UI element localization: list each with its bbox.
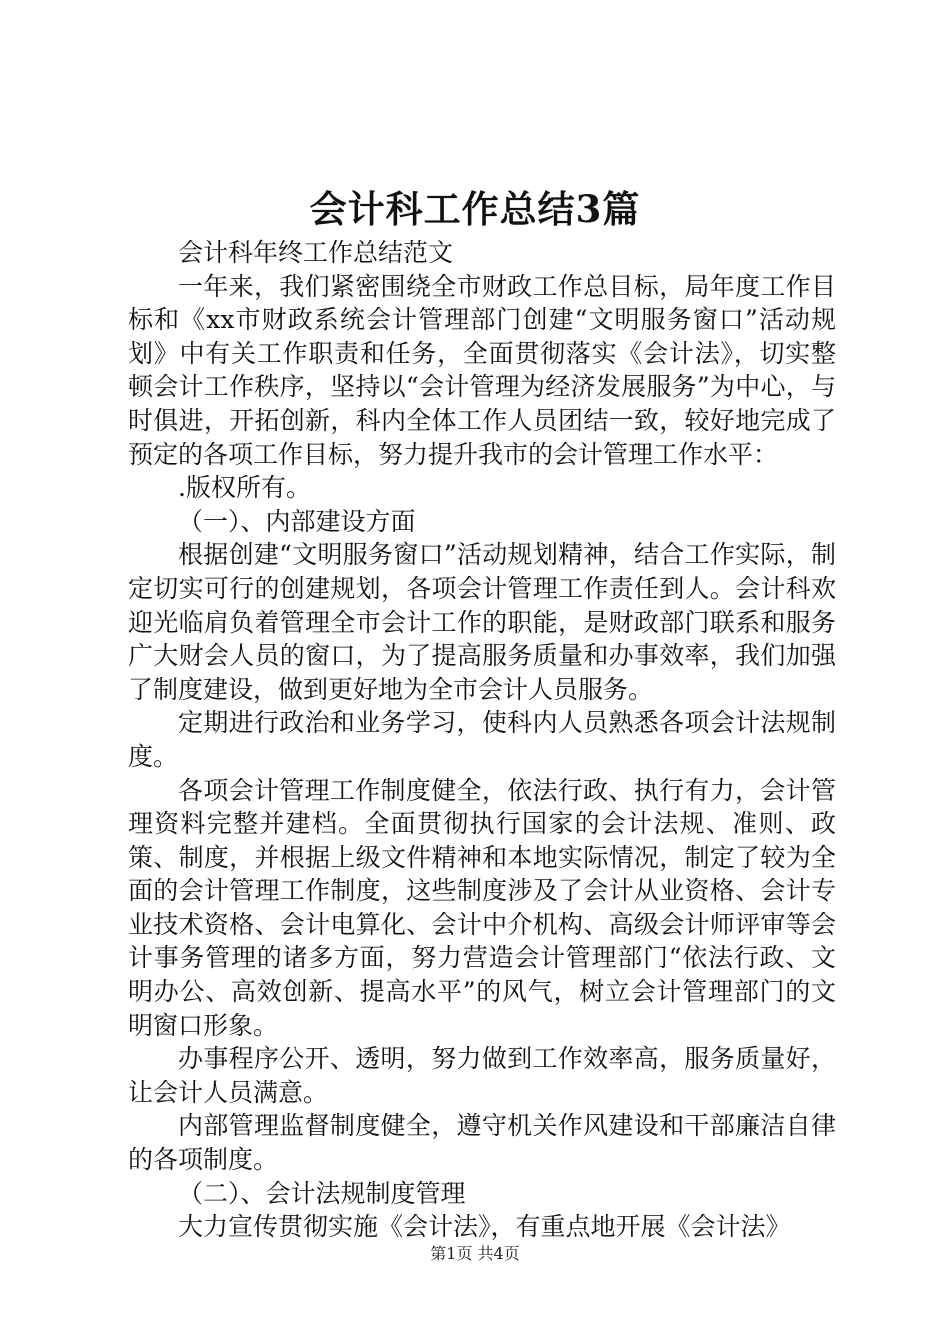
- paragraph-publicity: 大力宣传贯彻实施《会计法》，有重点地开展《会计法》: [178, 1212, 791, 1242]
- paragraph-study: 定期进行政治和业务学习，使科内人员熟悉各项会计法规制度。: [128, 708, 836, 771]
- paragraph-construction-plan: 根据创建“文明服务窗口”活动规划精神，结合工作实际，制定切实可行的创建规划，各项会计管理工作责任到人。会计科欢迎光临肩负着管理全市会计工作的职能，是财政部门联系和服务广大财会人员的窗口，为了提高服务质量和办事效率，我们加强了制度建设，做到更好地为全市会计人员服务。: [128, 540, 836, 704]
- section-heading-internal-construction: （一）、内部建设方面: [178, 506, 416, 536]
- paragraph-supervision: 内部管理监督制度健全，遵守机关作风建设和干部廉洁自律的各项制度。: [128, 1111, 836, 1175]
- paragraph-procedures: 办事程序公开、透明，努力做到工作效率高，服务质量好，让会计人员满意。: [128, 1044, 836, 1107]
- paragraph-intro: 一年来，我们紧密围绕全市财政工作总目标，局年度工作目标和《xx市财政系统会计管理部门创建“文明服务窗口”活动规划》中有关工作职责和任务，全面贯彻落实《会计法》，切实整顿会计工作秩序，坚持以“会计管理为经济发展服务”为中心，与时俱进，开拓创新，科内全体工作人员团结一致，较好地完成了预定的各项工作目标，努力提升我市的会计管理工作水平：: [128, 271, 836, 469]
- page-footer: 第1页 共4页: [430, 1244, 520, 1263]
- paragraph-systems: 各项会计管理工作制度健全，依法行政、执行有力，会计管理资料完整并建档。全面贯彻执行国家的会计法规、准则、政策、制度，并根据上级文件精神和本地实际情况，制定了较为全面的会计管理工作制度，这些制度涉及了会计从业资格、会计专业技术资格、会计电算化、会计中介机构、高级会计师评审等会计事务管理的诸多方面，努力营造会计管理部门“依法行政、文明办公、高效创新、提高水平”的风气，树立会计管理部门的文明窗口形象。: [128, 775, 836, 1040]
- paragraph-subtitle: 会计科年终工作总结范文: [178, 238, 454, 267]
- document-title: 会计科工作总结3篇: [309, 187, 641, 231]
- document-body: [128, 236, 836, 1244]
- paragraph-copyright: .版权所有。: [178, 473, 311, 503]
- section-heading-regulations: （二）、会计法规制度管理: [178, 1178, 466, 1208]
